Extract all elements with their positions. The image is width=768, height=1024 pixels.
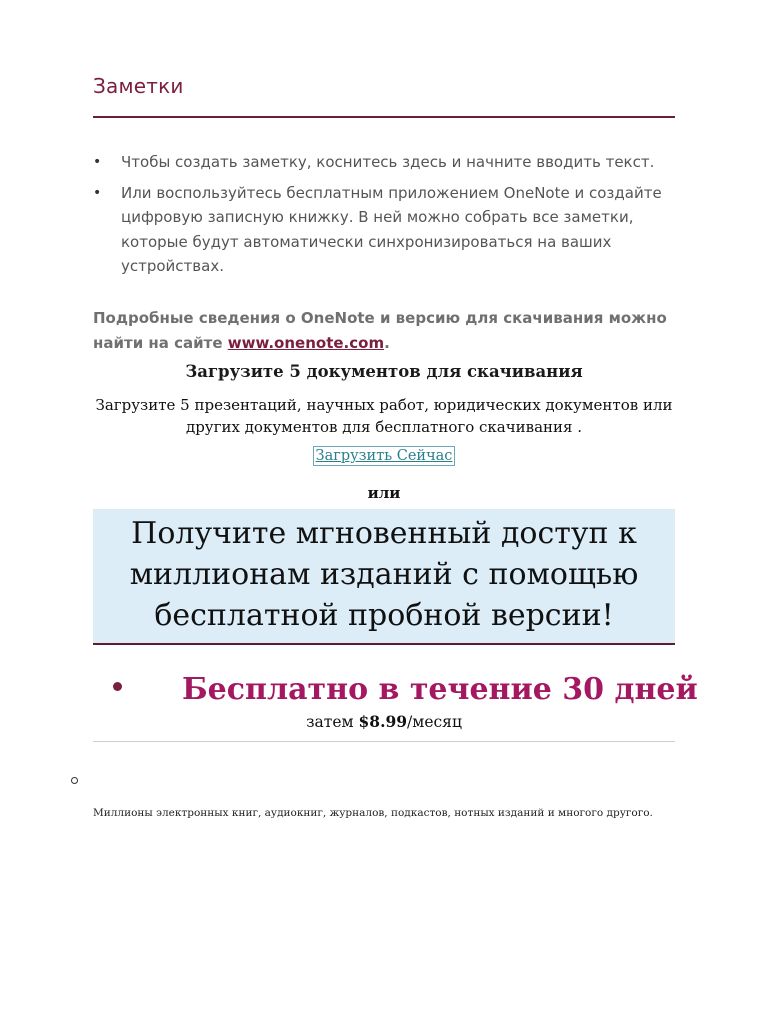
download-description: Загрузите 5 презентаций, научных работ, юридических документов или других документов для бесплатного скачивания . (95, 396, 673, 436)
free-trial-row (93, 670, 698, 714)
or-separator: или (367, 484, 401, 502)
bullet-icon: • (93, 154, 102, 170)
onenote-info-text: Подробные сведения о OneNote и версию для скачивания можно найти на сайте (93, 309, 667, 352)
list-item-text: Чтобы создать заметку, коснитесь здесь и начните вводить текст. (121, 153, 655, 171)
list-item[interactable] (93, 181, 675, 279)
trial-promo-banner[interactable] (93, 509, 675, 645)
price-line (93, 712, 675, 731)
bullet-icon: • (93, 184, 102, 201)
onenote-info-paragraph (93, 306, 683, 355)
download-now-button[interactable]: Загрузить Сейчас (313, 446, 456, 466)
then-label: затем (306, 713, 359, 731)
onenote-info-end: . (384, 333, 390, 352)
notes-title: Заметки (93, 74, 184, 98)
list-item-text: Или воспользуйтесь бесплатным приложением OneNote и создайте цифровую записную книжку. В ней можно собрать все заметки, которые будут автоматически синхронизироваться на ваших устройствах. (121, 183, 662, 275)
per-month-label: /месяц (407, 713, 462, 731)
list-item[interactable] (93, 150, 675, 175)
download-button-container (93, 445, 675, 466)
onenote-link[interactable]: www.onenote.com (227, 333, 385, 352)
catalog-description: Миллионы электронных книг, аудиокниг, журналов, подкастов, нотных изданий и многого другого. (93, 807, 653, 819)
title-divider (93, 116, 675, 118)
trial-promo-headline: Получите мгновенный доступ к миллионам изданий с помощью бесплатной пробной версии! (129, 516, 639, 633)
circle-bullet-icon (71, 777, 78, 784)
price-divider (93, 741, 675, 742)
price-value: $8.99 (358, 712, 408, 731)
free-trial-label: Бесплатно в течение 30 дней (182, 672, 698, 707)
bullet-icon (113, 682, 122, 691)
notes-bullet-list (93, 150, 675, 285)
download-title: Загрузите 5 документов для скачивания (185, 362, 583, 381)
